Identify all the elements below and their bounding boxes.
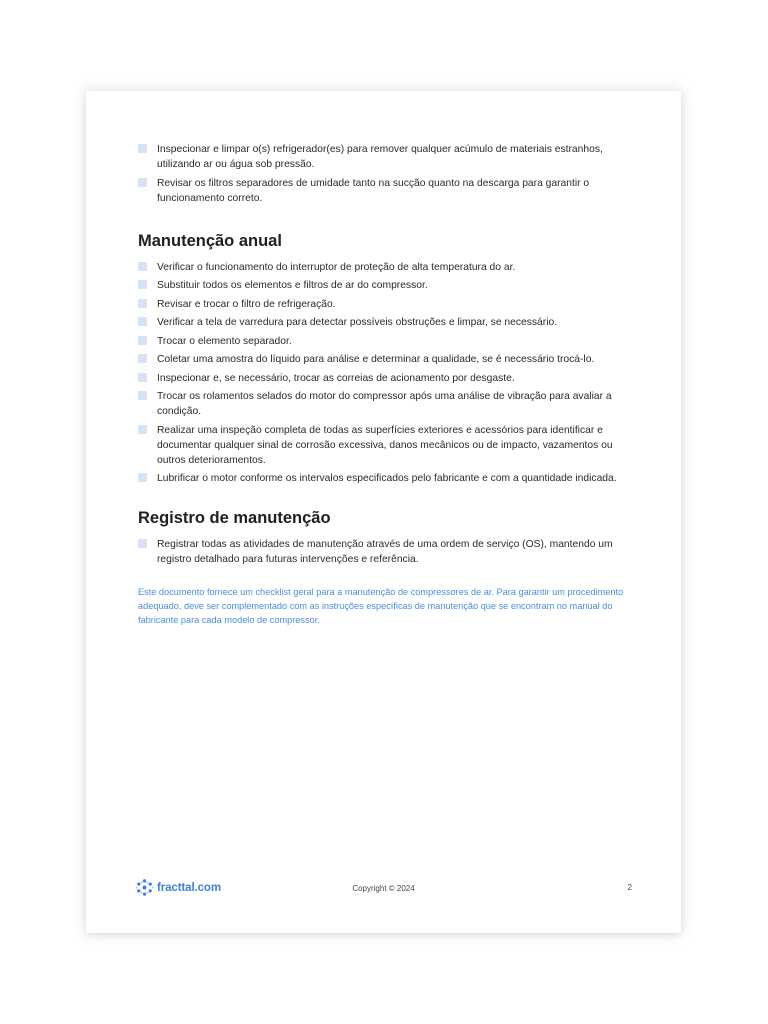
checkbox-icon[interactable] [138, 473, 147, 482]
list-item [138, 423, 638, 468]
copyright-text: Copyright © 2024 [352, 884, 415, 893]
page-number: 2 [627, 883, 632, 892]
list-item-text: Lubrificar o motor conforme os intervalos especificados pelo fabricante e com a quantidade indicada. [157, 473, 617, 484]
list-item-text: Trocar os rolamentos selados do motor do compressor após uma análise de vibração para avaliar a condição. [157, 391, 612, 417]
list-item [138, 389, 638, 419]
list-item [138, 471, 638, 486]
page-content [138, 142, 638, 636]
list-item [138, 278, 638, 293]
document-page [86, 91, 681, 933]
list-item [138, 315, 638, 330]
list-item-text: Verificar o funcionamento do interruptor de proteção de alta temperatura do ar. [157, 261, 516, 273]
checkbox-icon[interactable] [138, 336, 147, 345]
page-footer [135, 877, 632, 897]
list-item-text: Substituir todos os elementos e filtros de ar do compressor. [157, 280, 428, 291]
list-item-text: Trocar o elemento separador. [157, 335, 292, 347]
list-item-text: Inspecionar e, se necessário, trocar as correias de acionamento por desgaste. [157, 372, 515, 384]
checkbox-icon[interactable] [138, 262, 147, 271]
list-item-text: Revisar os filtros separadores de umidade tanto na sucção quanto na descarga para garantir o funcionamento correto. [157, 177, 590, 204]
checkbox-icon[interactable] [138, 178, 147, 187]
checkbox-icon[interactable] [138, 425, 147, 434]
list-item [138, 176, 638, 206]
checkbox-icon[interactable] [138, 354, 147, 363]
list-item-text: Inspecionar e limpar o(s) refrigerador(es) para remover qualquer acúmulo de materiais estranhos, utilizando ar ou água sob pressão. [157, 144, 603, 170]
list-item-text: Revisar e trocar o filtro de refrigeração. [157, 298, 336, 310]
list-item [138, 537, 638, 567]
section-title-log: Registro de manutenção [138, 509, 331, 527]
checkbox-icon[interactable] [138, 373, 147, 382]
annual-checklist [138, 260, 638, 487]
logo-text: fracttal.com [157, 881, 221, 894]
checkbox-icon[interactable] [138, 539, 147, 548]
list-item-text: Verificar a tela de varredura para detectar possíveis obstruções e limpar, se necessário. [157, 317, 558, 328]
checkbox-icon[interactable] [138, 280, 147, 289]
list-item-text: Registrar todas as atividades de manutenção através de uma ordem de serviço (OS), mantendo um registro detalhado para futuras intervenções e referência. [157, 539, 613, 565]
list-item [138, 371, 638, 386]
checkbox-icon[interactable] [138, 317, 147, 326]
top-checklist [138, 142, 638, 206]
checkbox-icon[interactable] [138, 299, 147, 308]
list-item [138, 142, 638, 172]
log-checklist [138, 537, 638, 567]
list-item [138, 352, 638, 367]
list-item [138, 260, 638, 275]
list-item-text: Coletar uma amostra do líquido para análise e determinar a qualidade, se é necessário trocá-lo. [157, 354, 595, 365]
checkbox-icon[interactable] [138, 391, 147, 400]
list-item [138, 334, 638, 349]
disclaimer-note: Este documento fornece um checklist geral para a manutenção de compressores de ar. Para garantir um procedimento adequado, deve ser complementado com as instruções específicas de manutenção que se encontram no manual do fabricante para cada modelo de compressor. [138, 587, 624, 625]
list-item-text: Realizar uma inspeção completa de todas as superfícies exteriores e acessórios para identificar e documentar qualquer sinal de corrosão excessiva, danos mecânicos ou de impacto, vazamentos ou outros deterioramentos. [157, 424, 613, 466]
section-title-annual: Manutenção anual [138, 231, 282, 250]
checkbox-icon[interactable] [138, 144, 147, 153]
list-item [138, 297, 638, 312]
